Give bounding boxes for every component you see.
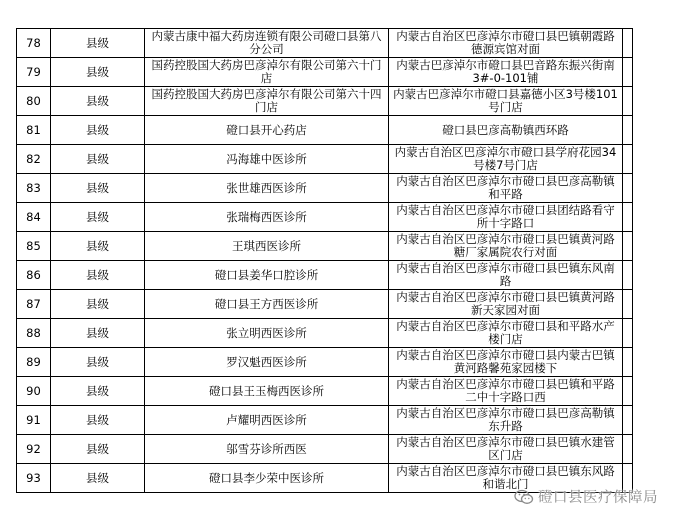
row-name: 磴口县姜华口腔诊所: [145, 261, 389, 290]
row-name: 张世雄西医诊所: [145, 174, 389, 203]
row-name: 内蒙古康中福大药房连锁有限公司磴口县第八分公司: [145, 29, 389, 58]
row-index: 81: [17, 116, 51, 145]
row-extra-cell: [623, 348, 633, 377]
row-name: 磴口县王方西医诊所: [145, 290, 389, 319]
row-index: 80: [17, 87, 51, 116]
row-address: 内蒙古自治区巴彦淖尔市磴口县内蒙古巴镇黄河路馨苑家园楼下: [389, 348, 623, 377]
row-index: 88: [17, 319, 51, 348]
table-row: [17, 145, 633, 174]
row-address: 内蒙古自治区巴彦淖尔市磴口县巴镇水建管区门店: [389, 435, 623, 464]
table-row: [17, 377, 633, 406]
row-level: 县级: [51, 464, 145, 493]
row-index: 78: [17, 29, 51, 58]
row-index: 82: [17, 145, 51, 174]
wechat-icon: [514, 489, 534, 505]
row-address: 内蒙古自治区巴彦淖尔市磴口县巴彦高勒镇东升路: [389, 406, 623, 435]
row-name: 国药控股国大药房巴彦淖尔有限公司第六十四门店: [145, 87, 389, 116]
row-address: 内蒙古自治区巴彦淖尔市磴口县巴镇东风路和谐北门: [389, 464, 623, 493]
row-extra-cell: [623, 58, 633, 87]
row-level: 县级: [51, 145, 145, 174]
row-address: 内蒙古自治区巴彦淖尔市磴口县巴彦高勒镇和平路: [389, 174, 623, 203]
table-row: [17, 87, 633, 116]
row-extra-cell: [623, 145, 633, 174]
row-extra-cell: [623, 290, 633, 319]
row-name: 罗汉魁西医诊所: [145, 348, 389, 377]
row-extra-cell: [623, 377, 633, 406]
row-index: 89: [17, 348, 51, 377]
row-address: 内蒙古自治区巴彦淖尔市磴口县学府花园34号楼7号门店: [389, 145, 623, 174]
row-index: 85: [17, 232, 51, 261]
row-address: 内蒙古自治区巴彦淖尔市磴口县和平路水产楼门店: [389, 319, 623, 348]
row-address: 内蒙古自治区巴彦淖尔市磴口县巴镇东风南路: [389, 261, 623, 290]
watermark: [514, 486, 658, 507]
table-row: [17, 58, 633, 87]
table-body: [17, 29, 633, 493]
row-index: 92: [17, 435, 51, 464]
row-name: 邬雪芬诊所西医: [145, 435, 389, 464]
row-index: 79: [17, 58, 51, 87]
pharmacy-clinic-table: [16, 28, 633, 493]
row-extra-cell: [623, 261, 633, 290]
row-extra-cell: [623, 174, 633, 203]
row-level: 县级: [51, 203, 145, 232]
row-level: 县级: [51, 348, 145, 377]
table-row: [17, 116, 633, 145]
row-extra-cell: [623, 319, 633, 348]
table-row: [17, 348, 633, 377]
row-name: 张瑞梅西医诊所: [145, 203, 389, 232]
row-extra-cell: [623, 116, 633, 145]
table-row: [17, 261, 633, 290]
row-index: 86: [17, 261, 51, 290]
row-level: 县级: [51, 58, 145, 87]
row-level: 县级: [51, 232, 145, 261]
row-name: 磴口县王玉梅西医诊所: [145, 377, 389, 406]
row-name: 卢耀明西医诊所: [145, 406, 389, 435]
row-address: 内蒙古自治区巴彦淖尔市磴口县巴镇黄河路新天家园对面: [389, 290, 623, 319]
table-row: [17, 203, 633, 232]
row-address: 内蒙古自治区巴彦淖尔市磴口县巴镇朝霞路德源宾馆对面: [389, 29, 623, 58]
table-row: [17, 319, 633, 348]
row-extra-cell: [623, 29, 633, 58]
row-name: 张立明西医诊所: [145, 319, 389, 348]
table-row: [17, 174, 633, 203]
table-row: [17, 435, 633, 464]
row-address: 内蒙古自治区巴彦淖尔市磴口县团结路看守所十字路口: [389, 203, 623, 232]
row-level: 县级: [51, 290, 145, 319]
table-row: [17, 29, 633, 58]
row-address: 内蒙古巴彦淖尔市磴口县巴音路东振兴街南3#-0-101铺: [389, 58, 623, 87]
watermark-text: 磴口县医疗保障局: [538, 490, 658, 506]
row-address: 内蒙古巴彦淖尔市磴口县嘉德小区3号楼101号门店: [389, 87, 623, 116]
row-level: 县级: [51, 319, 145, 348]
row-name: 磴口县开心药店: [145, 116, 389, 145]
table-row: [17, 290, 633, 319]
row-address: 内蒙古自治区巴彦淖尔市磴口县巴镇黄河路糖厂家属院农行对面: [389, 232, 623, 261]
row-extra-cell: [623, 203, 633, 232]
row-index: 87: [17, 290, 51, 319]
row-level: 县级: [51, 116, 145, 145]
row-index: 83: [17, 174, 51, 203]
row-level: 县级: [51, 174, 145, 203]
row-name: 冯海雄中医诊所: [145, 145, 389, 174]
row-level: 县级: [51, 435, 145, 464]
row-level: 县级: [51, 377, 145, 406]
row-name: 国药控股国大药房巴彦淖尔有限公司第六十门店: [145, 58, 389, 87]
row-level: 县级: [51, 406, 145, 435]
row-extra-cell: [623, 406, 633, 435]
table-row: [17, 232, 633, 261]
row-index: 91: [17, 406, 51, 435]
row-level: 县级: [51, 261, 145, 290]
row-level: 县级: [51, 87, 145, 116]
row-name: 磴口县李少荣中医诊所: [145, 464, 389, 493]
row-index: 84: [17, 203, 51, 232]
row-index: 93: [17, 464, 51, 493]
row-extra-cell: [623, 232, 633, 261]
row-level: 县级: [51, 29, 145, 58]
table-row: [17, 406, 633, 435]
row-address: 内蒙古自治区巴彦淖尔市磴口县巴镇和平路二中十字路口西: [389, 377, 623, 406]
row-index: 90: [17, 377, 51, 406]
row-name: 王琪西医诊所: [145, 232, 389, 261]
row-address: 磴口县巴彦高勒镇西环路: [389, 116, 623, 145]
row-extra-cell: [623, 87, 633, 116]
row-extra-cell: [623, 435, 633, 464]
